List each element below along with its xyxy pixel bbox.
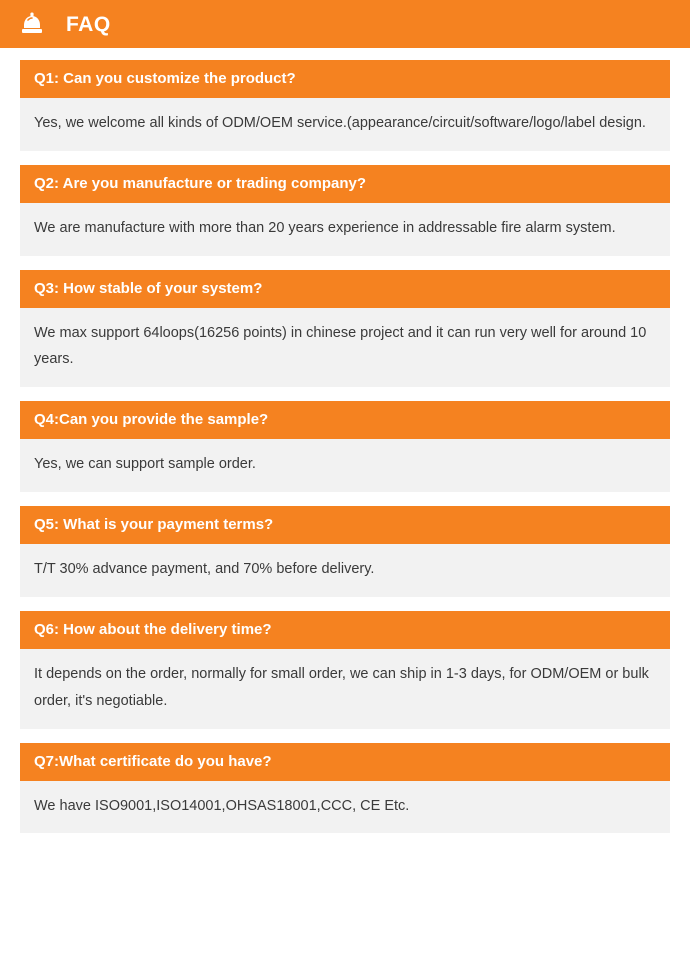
faq-item	[20, 611, 670, 729]
faq-question: Q1: Can you customize the product?	[20, 60, 670, 98]
faq-answer: We have ISO9001,ISO14001,OHSAS18001,CCC, CE Etc.	[20, 781, 670, 834]
faq-answer: Yes, we welcome all kinds of ODM/OEM service.(appearance/circuit/software/logo/label design.	[20, 98, 670, 151]
faq-item	[20, 506, 670, 597]
faq-answer: Yes, we can support sample order.	[20, 439, 670, 492]
faq-answer: T/T 30% advance payment, and 70% before delivery.	[20, 544, 670, 597]
page-title: FAQ	[66, 12, 111, 36]
faq-item	[20, 60, 670, 151]
faq-item	[20, 270, 670, 388]
alarm-bell-icon	[18, 10, 46, 38]
faq-answer: We max support 64loops(16256 points) in chinese project and it can run very well for around 10 years.	[20, 308, 670, 388]
faq-question: Q7:What certificate do you have?	[20, 743, 670, 781]
faq-item	[20, 743, 670, 834]
faq-answer: We are manufacture with more than 20 years experience in addressable fire alarm system.	[20, 203, 670, 256]
faq-question: Q2: Are you manufacture or trading company?	[20, 165, 670, 203]
faq-question: Q3: How stable of your system?	[20, 270, 670, 308]
faq-item	[20, 165, 670, 256]
faq-item	[20, 401, 670, 492]
faq-question: Q6: How about the delivery time?	[20, 611, 670, 649]
faq-question: Q5: What is your payment terms?	[20, 506, 670, 544]
faq-list	[0, 48, 690, 833]
faq-answer: It depends on the order, normally for small order, we can ship in 1-3 days, for ODM/OEM or bulk order, it's negotiable.	[20, 649, 670, 729]
faq-question: Q4:Can you provide the sample?	[20, 401, 670, 439]
page-header	[0, 0, 690, 48]
